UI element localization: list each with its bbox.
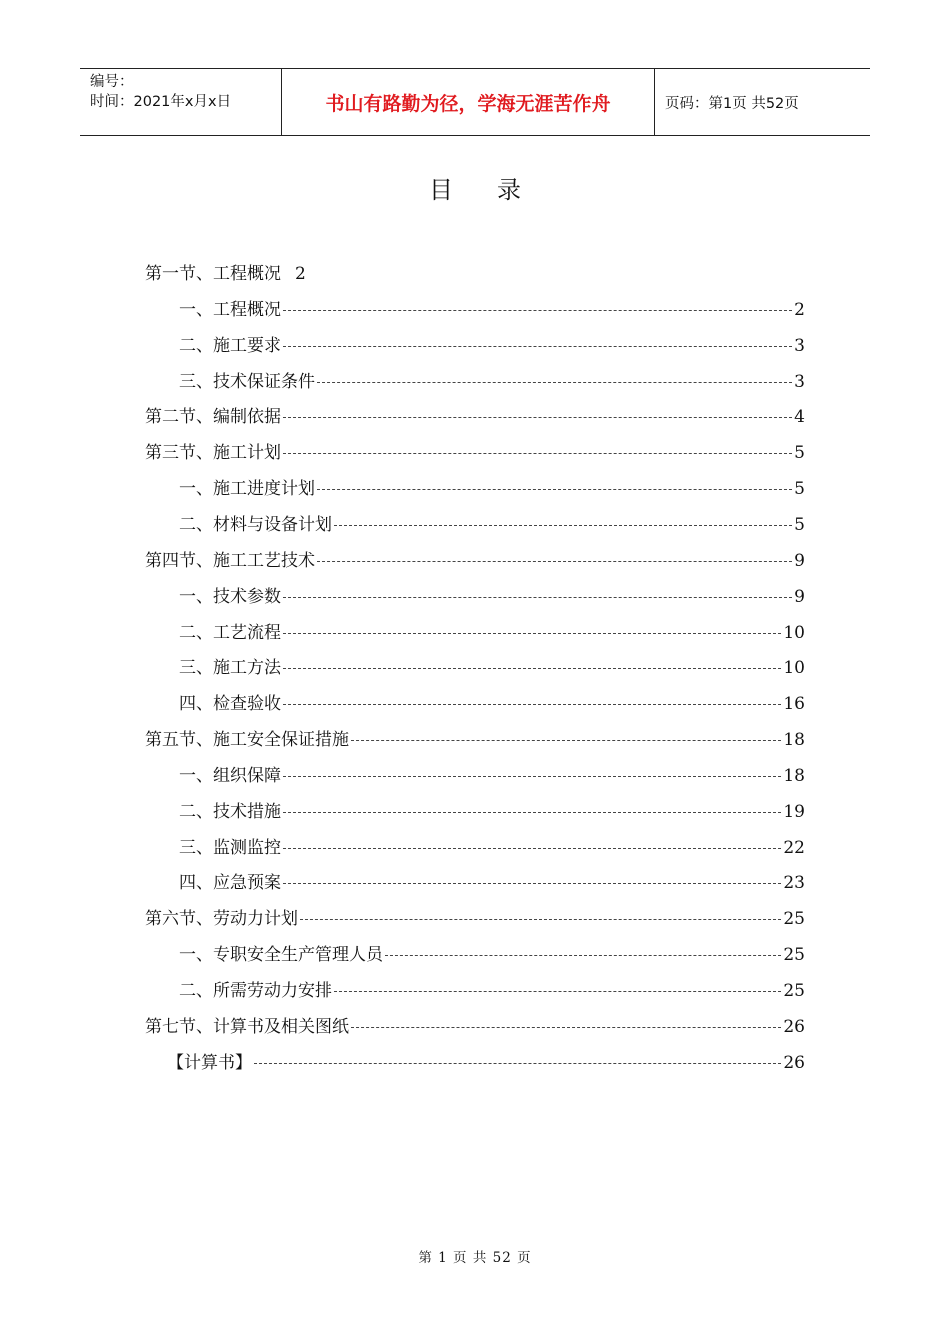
toc-entry-page: 4: [794, 407, 805, 428]
toc-entry-page: 26: [783, 1016, 805, 1037]
toc-entry-label: 【计算书】: [167, 1052, 252, 1073]
toc-entry[interactable]: [179, 652, 805, 678]
toc-entry-page: 26: [783, 1052, 805, 1073]
toc-entry-page: 2: [794, 299, 805, 320]
header-motto: 书山有路勤为径，学海无涯苦作舟: [282, 69, 655, 135]
toc-entry-label: 三、监测监控: [179, 837, 281, 858]
toc-entry[interactable]: [145, 724, 805, 750]
toc-entry[interactable]: [145, 401, 805, 427]
toc-entry-page: 23: [783, 873, 805, 894]
toc-dot-leader: [283, 703, 781, 705]
toc-entry-label: 一、工程概况: [179, 299, 281, 320]
toc-dot-leader: [300, 918, 781, 920]
toc-entry[interactable]: [179, 832, 805, 858]
toc-entry[interactable]: [179, 975, 805, 1001]
toc-entry-label: 三、技术保证条件: [179, 371, 315, 392]
toc-entry-label: 一、施工进度计划: [179, 479, 315, 500]
toc-entry-label: 一、技术参数: [179, 586, 281, 607]
toc-dot-leader: [283, 775, 781, 777]
toc-entry[interactable]: [179, 939, 805, 965]
toc-entry-page: 10: [783, 622, 805, 643]
toc-entry-page: 3: [794, 335, 805, 356]
toc-dot-leader: [283, 811, 781, 813]
toc-entry-label: 二、施工要求: [179, 335, 281, 356]
toc-entry-page: 9: [794, 586, 805, 607]
toc-entry-page: 18: [783, 765, 805, 786]
toc-entry[interactable]: [145, 437, 805, 463]
toc-entry-label: 二、所需劳动力安排: [179, 981, 332, 1001]
toc-entry-page: 2: [295, 264, 306, 284]
toc-dot-leader: [351, 739, 781, 741]
toc-entry-page: 25: [783, 945, 805, 966]
toc-dot-leader: [283, 882, 781, 884]
toc-entry-label: 第一节、工程概况: [145, 264, 281, 284]
toc-entry-label: 第七节、计算书及相关图纸: [145, 1016, 349, 1037]
toc-dot-leader: [317, 560, 792, 562]
toc-entry[interactable]: [179, 796, 805, 822]
toc-dot-leader: [334, 990, 781, 992]
toc-entry[interactable]: [179, 867, 805, 893]
toc-dot-leader: [317, 381, 792, 383]
toc-entry-page: 16: [783, 694, 805, 715]
toc-entry-label: 四、应急预案: [179, 873, 281, 894]
toc-entry[interactable]: [179, 473, 805, 499]
toc-entry-label: 三、施工方法: [179, 658, 281, 679]
toc-entry[interactable]: [179, 509, 805, 535]
document-time-label: 时间：2021年x月x日: [90, 94, 232, 110]
toc-entry-page: 25: [783, 981, 805, 1001]
toc-entry-page: 19: [783, 801, 805, 822]
toc-entry-label: 第二节、编制依据: [145, 407, 281, 428]
toc-dot-leader: [283, 416, 792, 418]
toc-dot-leader: [283, 596, 792, 598]
toc-entry[interactable]: [179, 366, 805, 392]
toc-entry-page: 5: [794, 479, 805, 500]
toc-dot-leader: [283, 667, 781, 669]
toc-entry[interactable]: [145, 903, 805, 929]
toc-entry[interactable]: [145, 258, 306, 284]
toc-entry-label: 二、材料与设备计划: [179, 514, 332, 535]
toc-entry-label: 第四节、施工工艺技术: [145, 550, 315, 571]
toc-entry-page: 18: [783, 730, 805, 751]
toc-entry[interactable]: [179, 688, 805, 714]
toc-entry[interactable]: [167, 1047, 805, 1073]
toc-dot-leader: [351, 1026, 781, 1028]
toc-entry[interactable]: [145, 1011, 805, 1037]
toc-dot-leader: [385, 954, 781, 956]
toc-entry-label: 一、专职安全生产管理人员: [179, 945, 383, 966]
toc-entry-label: 第六节、劳动力计划: [145, 909, 298, 930]
toc-entry-page: 3: [794, 371, 805, 392]
toc-dot-leader: [283, 309, 792, 311]
toc-entry[interactable]: [179, 760, 805, 786]
toc-entry-page: 9: [794, 550, 805, 571]
toc-dot-leader: [283, 345, 792, 347]
header-page-info: 页码：第1页 共52页: [665, 95, 799, 112]
toc-title: 目录: [429, 176, 565, 204]
toc-entry-label: 第三节、施工计划: [145, 443, 281, 464]
toc-dot-leader: [254, 1062, 781, 1064]
toc-entry[interactable]: [145, 545, 805, 571]
toc-dot-leader: [334, 524, 792, 526]
document-number-label: 编号：: [90, 74, 134, 90]
toc-entry-page: 22: [783, 837, 805, 858]
toc-entry-label: 四、检查验收: [179, 694, 281, 715]
toc-dot-leader: [283, 632, 781, 634]
toc-entry-label: 二、工艺流程: [179, 622, 281, 643]
toc-entry[interactable]: [179, 330, 805, 356]
toc-entry-label: 二、技术措施: [179, 801, 281, 822]
toc-entry[interactable]: [179, 294, 805, 320]
toc-entry[interactable]: [179, 617, 805, 643]
toc-entry-label: 第五节、施工安全保证措施: [145, 730, 349, 751]
toc-dot-leader: [283, 452, 792, 454]
toc-entry-label: 一、组织保障: [179, 765, 281, 786]
toc-dot-leader: [283, 847, 781, 849]
page-footer: 第 1 页 共 52 页: [418, 1250, 532, 1266]
toc-entry-page: 5: [794, 514, 805, 535]
toc-entry-page: 10: [783, 658, 805, 679]
toc-entry-page: 25: [783, 909, 805, 930]
toc-entry[interactable]: [179, 581, 805, 607]
toc-dot-leader: [317, 488, 792, 490]
toc-entry-page: 5: [794, 443, 805, 464]
